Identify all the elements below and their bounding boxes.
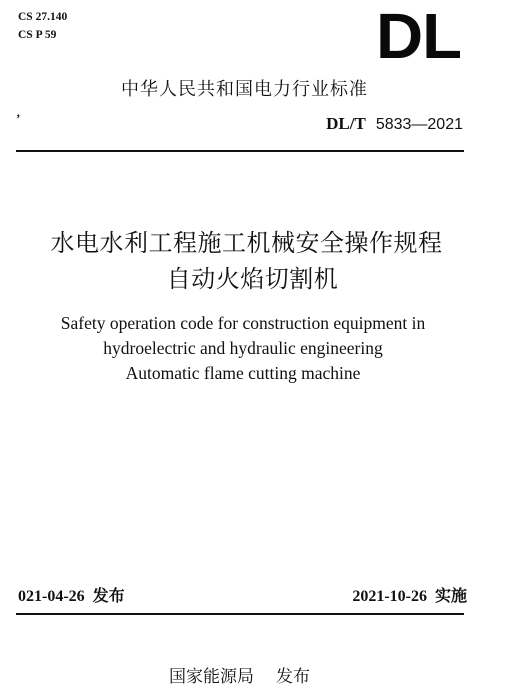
chinese-title-line-2: 自动火焰切割机 [166, 265, 339, 293]
footer-divider [16, 613, 464, 615]
issuer-label: 发布 [276, 667, 310, 687]
dl-logo: DL [376, 0, 461, 72]
issue-date: 021-04-26 [18, 588, 85, 605]
issue-date-block [18, 585, 125, 608]
english-title-line-3: Automatic flame cutting machine [125, 363, 361, 383]
chinese-title [24, 225, 469, 297]
standard-number-value: 5833—2021 [375, 116, 463, 133]
margin-mark: ’ [16, 111, 21, 126]
implement-label: 实施 [434, 586, 467, 605]
chinese-title-line-1: 水电水利工程施工机械安全操作规程 [50, 229, 443, 257]
english-title-line-1: Safety operation code for construction equipment in [60, 313, 426, 333]
issuer-name: 国家能源局 [169, 667, 254, 687]
standard-code: DL/T [326, 114, 366, 133]
standard-type-heading: 中华人民共和国电力行业标准 [121, 79, 368, 100]
implement-date-block [352, 585, 467, 608]
issuer-line [0, 665, 509, 689]
ics-classification [18, 8, 67, 44]
header-divider [16, 150, 464, 152]
standard-number [326, 113, 463, 136]
ics-code: CS 27.140 [18, 11, 68, 23]
ccs-code: CS P 59 [18, 29, 57, 41]
english-title [10, 311, 476, 386]
english-title-line-2: hydroelectric and hydraulic engineering [103, 338, 383, 358]
issue-label: 发布 [92, 586, 125, 605]
implement-date: 2021-10-26 [352, 588, 427, 605]
